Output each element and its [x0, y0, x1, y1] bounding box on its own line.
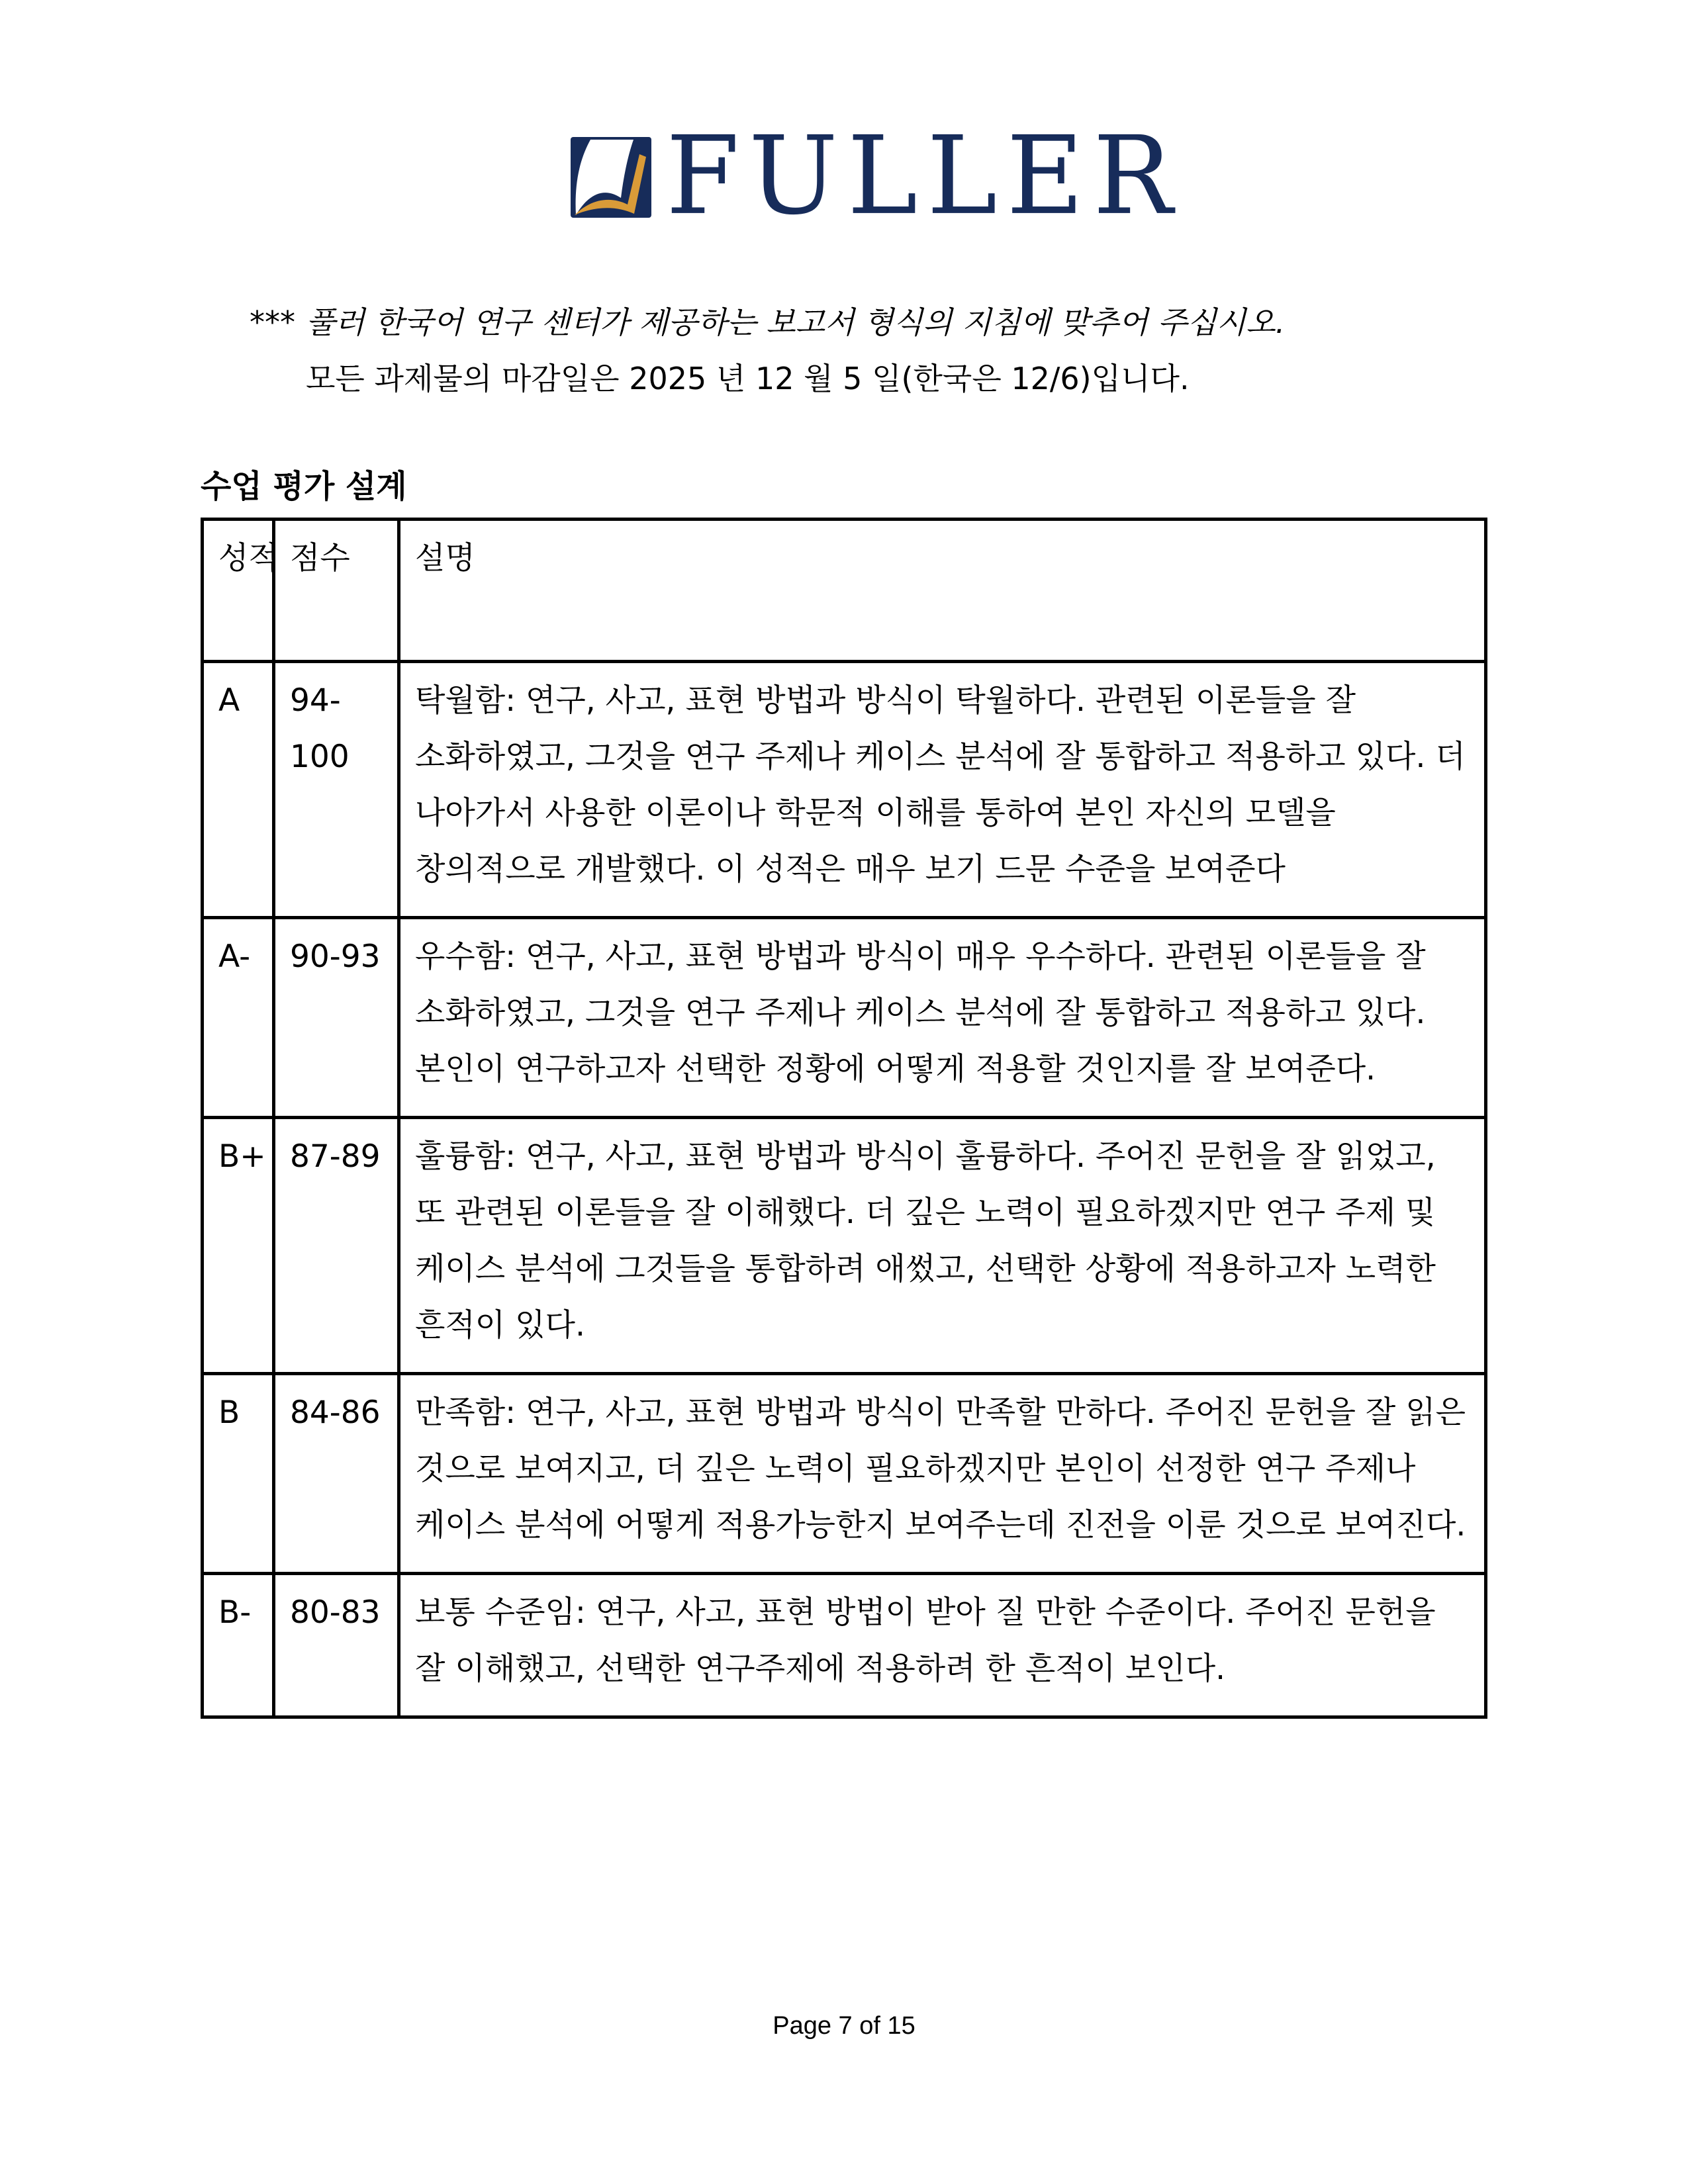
- score-cell: 80-83: [274, 1574, 399, 1717]
- description-cell: 훌륭함: 연구, 사고, 표현 방법과 방식이 훌륭하다. 주어진 문헌을 잘 읽었고, 또 관련된 이론들을 잘 이해했다. 더 깊은 노력이 필요하겠지만 연구 주제 및 케이스 분석에 그것들을 통합하려 애썼고, 선택한 상황에 적용하고자 노력한 흔적이 있다.: [399, 1118, 1486, 1374]
- table-row: [203, 1574, 1486, 1717]
- logo-wordmark: FULLER: [666, 112, 1182, 239]
- notice-format-instruction: 풀러 한국어 연구 센터가 제공하는 보고서 형식의 지침에 맞추어 주십시오.: [306, 304, 1286, 340]
- notice-marker: ***: [250, 304, 295, 340]
- description-cell: 보통 수준임: 연구, 사고, 표현 방법이 받아 질 만한 수준이다. 주어진 문헌을 잘 이해했고, 선택한 연구주제에 적용하려 한 흔적이 보인다.: [399, 1574, 1486, 1717]
- grade-cell: B+: [203, 1118, 274, 1374]
- header-description: 설명: [399, 520, 1486, 662]
- grading-table: [201, 518, 1487, 1719]
- section-title: 수업 평가 설계: [201, 468, 407, 505]
- open-book-icon: [571, 137, 651, 218]
- table-row: [203, 918, 1486, 1118]
- grade-cell: B: [203, 1374, 274, 1574]
- description-cell: 탁월함: 연구, 사고, 표현 방법과 방식이 탁월하다. 관련된 이론들을 잘 소화하였고, 그것을 연구 주제나 케이스 분석에 잘 통합하고 적용하고 있다. 더 나아가서 사용한 이론이나 학문적 이해를 통하여 본인 자신의 모델을 창의적으로 개발했다. 이 성적은 매우 보기 드문 수준을 보여준다: [399, 662, 1486, 918]
- header-score: 점수: [274, 520, 399, 662]
- table-row: [203, 662, 1486, 918]
- page-number: Page 7 of 15: [773, 2012, 915, 2040]
- score-cell: 90-93: [274, 918, 399, 1118]
- score-cell: 87-89: [274, 1118, 399, 1374]
- grade-cell: A-: [203, 918, 274, 1118]
- notice-line-1: [250, 295, 1285, 351]
- table-header-row: [203, 520, 1486, 662]
- description-cell: 우수함: 연구, 사고, 표현 방법과 방식이 매우 우수하다. 관련된 이론들을 잘 소화하였고, 그것을 연구 주제나 케이스 분석에 잘 통합하고 적용하고 있다. 본인이 연구하고자 선택한 정황에 어떻게 적용할 것인지를 잘 보여준다.: [399, 918, 1486, 1118]
- notice-block: [250, 295, 1285, 407]
- table-row: [203, 1374, 1486, 1574]
- header-grade: 성적: [203, 520, 274, 662]
- score-cell: 94-100: [274, 662, 399, 918]
- grade-cell: A: [203, 662, 274, 918]
- fuller-logo: [571, 112, 1182, 239]
- description-cell: 만족함: 연구, 사고, 표현 방법과 방식이 만족할 만하다. 주어진 문헌을 잘 읽은 것으로 보여지고, 더 깊은 노력이 필요하겠지만 본인이 선정한 연구 주제나 케이스 분석에 어떻게 적용가능한지 보여주는데 진전을 이룬 것으로 보여진다.: [399, 1374, 1486, 1574]
- table-row: [203, 1118, 1486, 1374]
- notice-deadline: 모든 과제물의 마감일은 2025 년 12 월 5 일(한국은 12/6)입니다.: [306, 361, 1190, 396]
- score-cell: 84-86: [274, 1374, 399, 1574]
- grade-cell: B-: [203, 1574, 274, 1717]
